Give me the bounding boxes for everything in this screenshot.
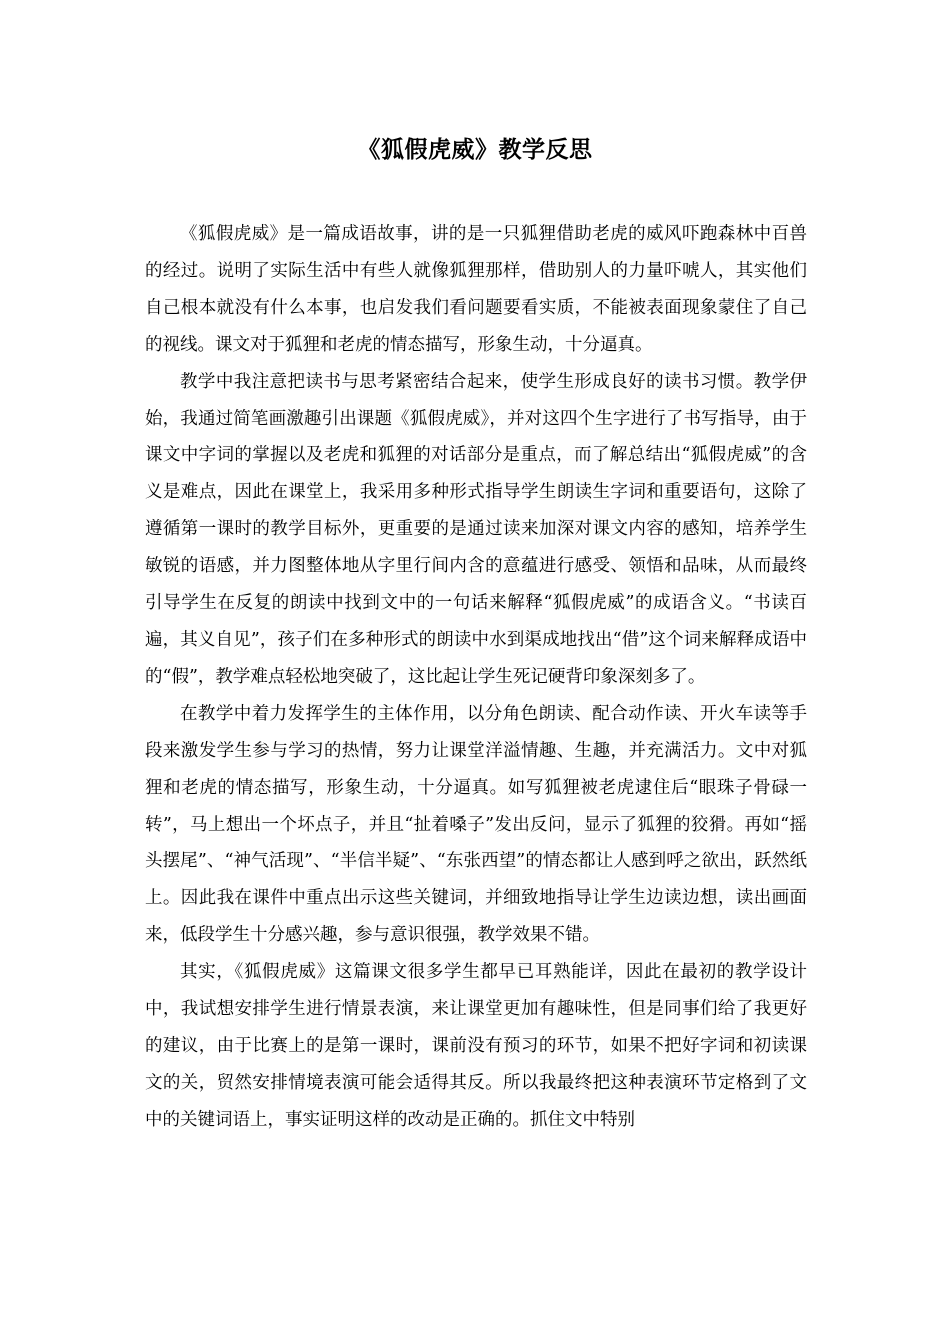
paragraph-4: 其实，《狐假虎威》这篇课文很多学生都早已耳熟能详，因此在最初的教学设计中，我试想安排学生进行情景表演，来让课堂更加有趣味性，但是同事们给了我更好的建议，由于比赛上的是第一课时，课前没有预习的环节，如果不把好字词和初读课文的关，贸然安排情境表演可能会适得其反。所以我最终把这种表演环节定格到了文中的关键词语上，事实证明这样的改动是正确的。抓住文中特别 bbox=[145, 962, 807, 1130]
document-title: 《狐假虎威》教学反思 bbox=[357, 137, 593, 163]
paragraph-3: 在教学中着力发挥学生的主体作用，以分角色朗读、配合动作读、开火车读等手段来激发学生参与学习的热情，努力让课堂洋溢情趣、生趣，并充满活力。文中对狐狸和老虎的情态描写，形象生动，十分逼真。如写狐狸被老虎逮住后“眼珠子骨碌一转”，马上想出一个坏点子，并且“扯着嗓子”发出反问，显示了狐狸的狡猾。再如“摇头摆尾”、“神气活现”、“半信半疑”、“东张西望”的情态都让人感到呼之欲出，跃然纸上。因此我在课件中重点出示这些关键词，并细致地指导让学生边读边想，读出画面来，低段学生十分感兴趣，参与意识很强，教学效果不错。 bbox=[145, 703, 807, 946]
document-body bbox=[145, 216, 807, 1139]
paragraph-1: 《狐假虎威》是一篇成语故事，讲的是一只狐狸借助老虎的威风吓跑森林中百兽的经过。说明了实际生活中有些人就像狐狸那样，借助别人的力量吓唬人，其实他们自己根本就没有什么本事，也启发我们看问题要看实质，不能被表面现象蒙住了自己的视线。课文对于狐狸和老虎的情态描写，形象生动，十分逼真。 bbox=[145, 224, 807, 355]
paragraph-2: 教学中我注意把读书与思考紧密结合起来，使学生形成良好的读书习惯。教学伊始，我通过简笔画激趣引出课题《狐假虎威》，并对这四个生字进行了书写指导，由于课文中字词的掌握以及老虎和狐狸的对话部分是重点，而了解总结出“狐假虎威”的含义是难点，因此在课堂上，我采用多种形式指导学生朗读生字词和重要语句，这除了遵循第一课时的教学目标外，更重要的是通过读来加深对课文内容的感知，培养学生敏锐的语感，并力图整体地从字里行间内含的意蕴进行感受、领悟和品味，从而最终引导学生在反复的朗读中找到文中的一句话来解释“狐假虎威”的成语含义。“书读百遍，其义自见”，孩子们在多种形式的朗读中水到渠成地找出“借”这个词来解释成语中的“假”，教学难点轻松地突破了，这比起让学生死记硬背印象深刻多了。 bbox=[145, 371, 807, 687]
